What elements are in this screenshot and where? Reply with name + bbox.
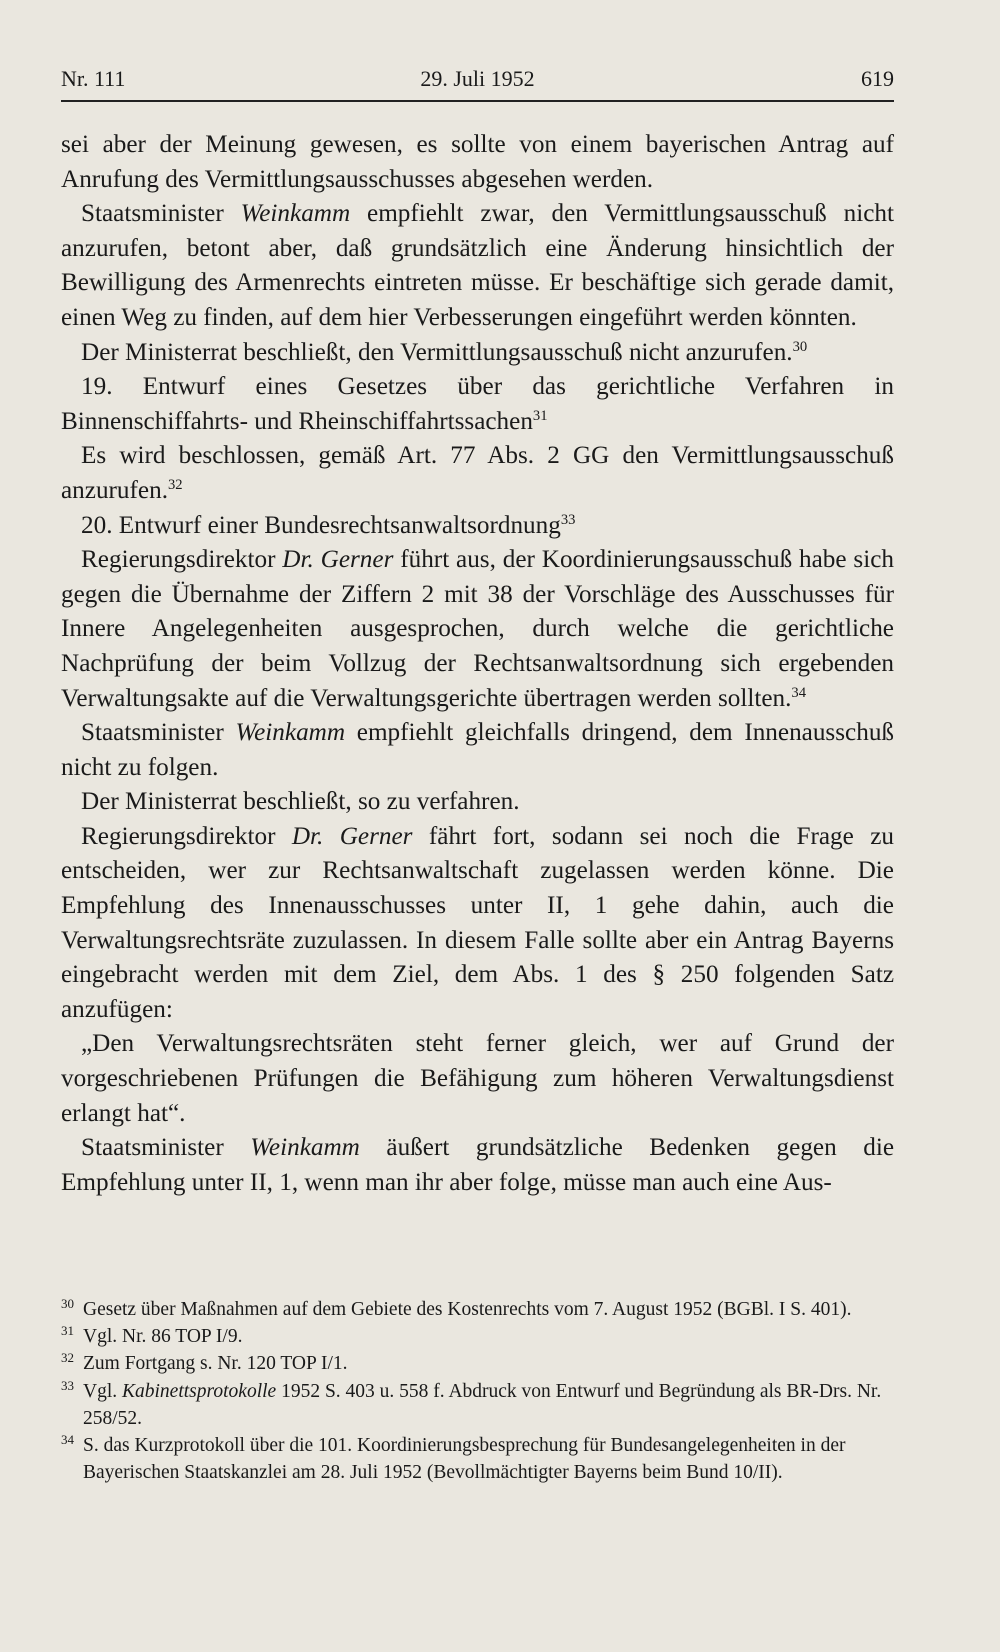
paragraph <box>61 1131 894 1200</box>
footnote <box>61 1296 894 1323</box>
footnote-number: 31 <box>61 1323 74 1339</box>
paragraph-text: Staatsminister <box>81 1134 251 1162</box>
footnote <box>61 1350 894 1377</box>
person-name: Weinkamm <box>240 200 351 228</box>
agenda-item <box>61 370 894 439</box>
footnote-text: Gesetz über Maßnahmen auf dem Gebiete des Kostenrechts vom 7. August 1952 (BGBl. I S. 401). <box>83 1299 852 1320</box>
paragraph-text: Der Ministerrat beschließt, so zu verfahren. <box>81 788 520 816</box>
footnote-number: 32 <box>61 1350 74 1366</box>
paragraph-text: äußert grundsätzliche Bedenken gegen die Empfehlung unter II, 1, wenn man ihr aber folge, müsse man auch eine Aus- <box>61 1134 894 1196</box>
quotation-text: „Den Verwaltungsrechtsräten steht ferner gleich, wer auf Grund der vorgeschriebenen Prüfungen die Befähigung zum höheren Verwaltungsdienst erlangt hat“. <box>61 1030 894 1127</box>
footnote-text: Zum Fortgang s. Nr. 120 TOP I/1. <box>83 1353 348 1375</box>
footnote-text: 1952 S. 403 u. 558 f. Abdruck von Entwurf und Begründung als BR-Drs. Nr. 258/52. <box>83 1380 882 1429</box>
paragraph-text: Es wird beschlossen, gemäß Art. 77 Abs. 2 GG den Vermittlungsausschuß anzurufen. <box>61 442 894 504</box>
paragraph-text: führt aus, der Koordinierungsausschuß habe sich gegen die Übernahme der Ziffern 2 mit 38 der Vorschläge des Ausschusses für Innere Angelegenheiten ausgesprochen, durch welche die gerichtliche Nachprüfung der beim Vollzug der Rechtsanwaltsordnung sich ergebenden Verwaltungsakte auf die Verwaltungsgerichte übertragen werden sollten. <box>61 546 894 712</box>
footnotes <box>61 1296 894 1486</box>
paragraph-text: empfiehlt zwar, den Vermittlungsausschuß nicht anzurufen, betont aber, daß grundsätzlich eine Änderung hinsichtlich der Bewilligung des Armenrechts eintreten müsse. Er beschäftige sich gerade damit, einen Weg zu finden, auf dem hier Verbesserungen eingeführt werden könnten. <box>61 200 894 331</box>
footnote <box>61 1378 894 1432</box>
footnote-ref: 31 <box>532 407 548 424</box>
page-number: 619 <box>861 66 894 91</box>
body-text <box>61 128 894 1200</box>
footnote-number: 34 <box>61 1432 74 1448</box>
paragraph-text: Staatsminister <box>81 719 236 747</box>
paragraph-text: fährt fort, sodann sei noch die Frage zu entscheiden, wer zur Rechtsanwaltschaft zugelassen werden könne. Die Empfehlung des Innenausschusses unter II, 1 gehe dahin, auch die Verwaltungsrechtsräte zuzulassen. In diesem Falle sollte aber ein Antrag Bayerns eingebracht werden mit dem Ziel, dem Abs. 1 des § 250 folgenden Satz anzufügen: <box>61 822 894 1023</box>
footnote-number: 30 <box>61 1296 74 1311</box>
footnote-ref: 33 <box>560 511 576 528</box>
paragraph-text: Staatsminister <box>81 200 241 228</box>
person-name: Weinkamm <box>235 719 346 747</box>
paragraph <box>61 820 894 1028</box>
person-name: Weinkamm <box>250 1134 360 1162</box>
footnote-ref: 32 <box>168 476 183 493</box>
footnote-ref: 34 <box>791 684 807 701</box>
paragraph <box>61 716 894 785</box>
agenda-item-title: 20. Entwurf einer Bundesrechtsanwaltsordnung <box>81 511 561 539</box>
paragraph <box>61 128 894 197</box>
footnote-text: Vgl. Nr. 86 TOP I/9. <box>83 1326 243 1348</box>
footnote <box>61 1323 894 1350</box>
document-date: 29. Juli 1952 <box>420 66 535 91</box>
paragraph <box>61 197 894 335</box>
paragraph-text: Regierungsdirektor <box>81 822 292 850</box>
paragraph-text: Der Ministerrat beschließt, den Vermittlungsausschuß nicht anzurufen. <box>81 338 793 366</box>
footnote-ref: 30 <box>792 338 808 355</box>
agenda-item-title: 19. Entwurf eines Gesetzes über das gerichtliche Verfahren in Binnenschiffahrts- und Rheinschiffahrtssachen <box>61 373 894 435</box>
document-number: Nr. 111 <box>61 66 126 91</box>
paragraph <box>61 543 894 716</box>
paragraph <box>61 785 894 820</box>
footnote-text: S. das Kurzprotokoll über die 101. Koordinierungsbesprechung für Bundesangelegenheiten in der Bayerischen Staatskanzlei am 28. Juli 1952 (Bevollmächtigter Bayerns beim Bund 10/II). <box>83 1435 846 1484</box>
paragraph-text: Regierungsdirektor <box>81 546 283 574</box>
footnote <box>61 1432 894 1486</box>
person-name: Dr. Gerner <box>291 822 413 850</box>
quotation <box>61 1027 894 1131</box>
paragraph <box>61 439 894 508</box>
paragraph-text: sei aber der Meinung gewesen, es sollte von einem bayerischen Antrag auf Anrufung des Vermittlungsausschusses abgesehen werden. <box>61 131 894 193</box>
paragraph-text: empfiehlt gleichfalls dringend, dem Innenausschuß nicht zu folgen. <box>61 719 895 781</box>
running-head <box>61 62 894 102</box>
footnote-number: 33 <box>61 1377 74 1393</box>
paragraph <box>61 336 894 371</box>
footnote-text: Vgl. <box>83 1380 122 1402</box>
person-name: Dr. Gerner <box>282 546 394 574</box>
footnote-italic-title: Kabinettsprotokolle <box>122 1380 277 1402</box>
agenda-item <box>61 509 894 544</box>
